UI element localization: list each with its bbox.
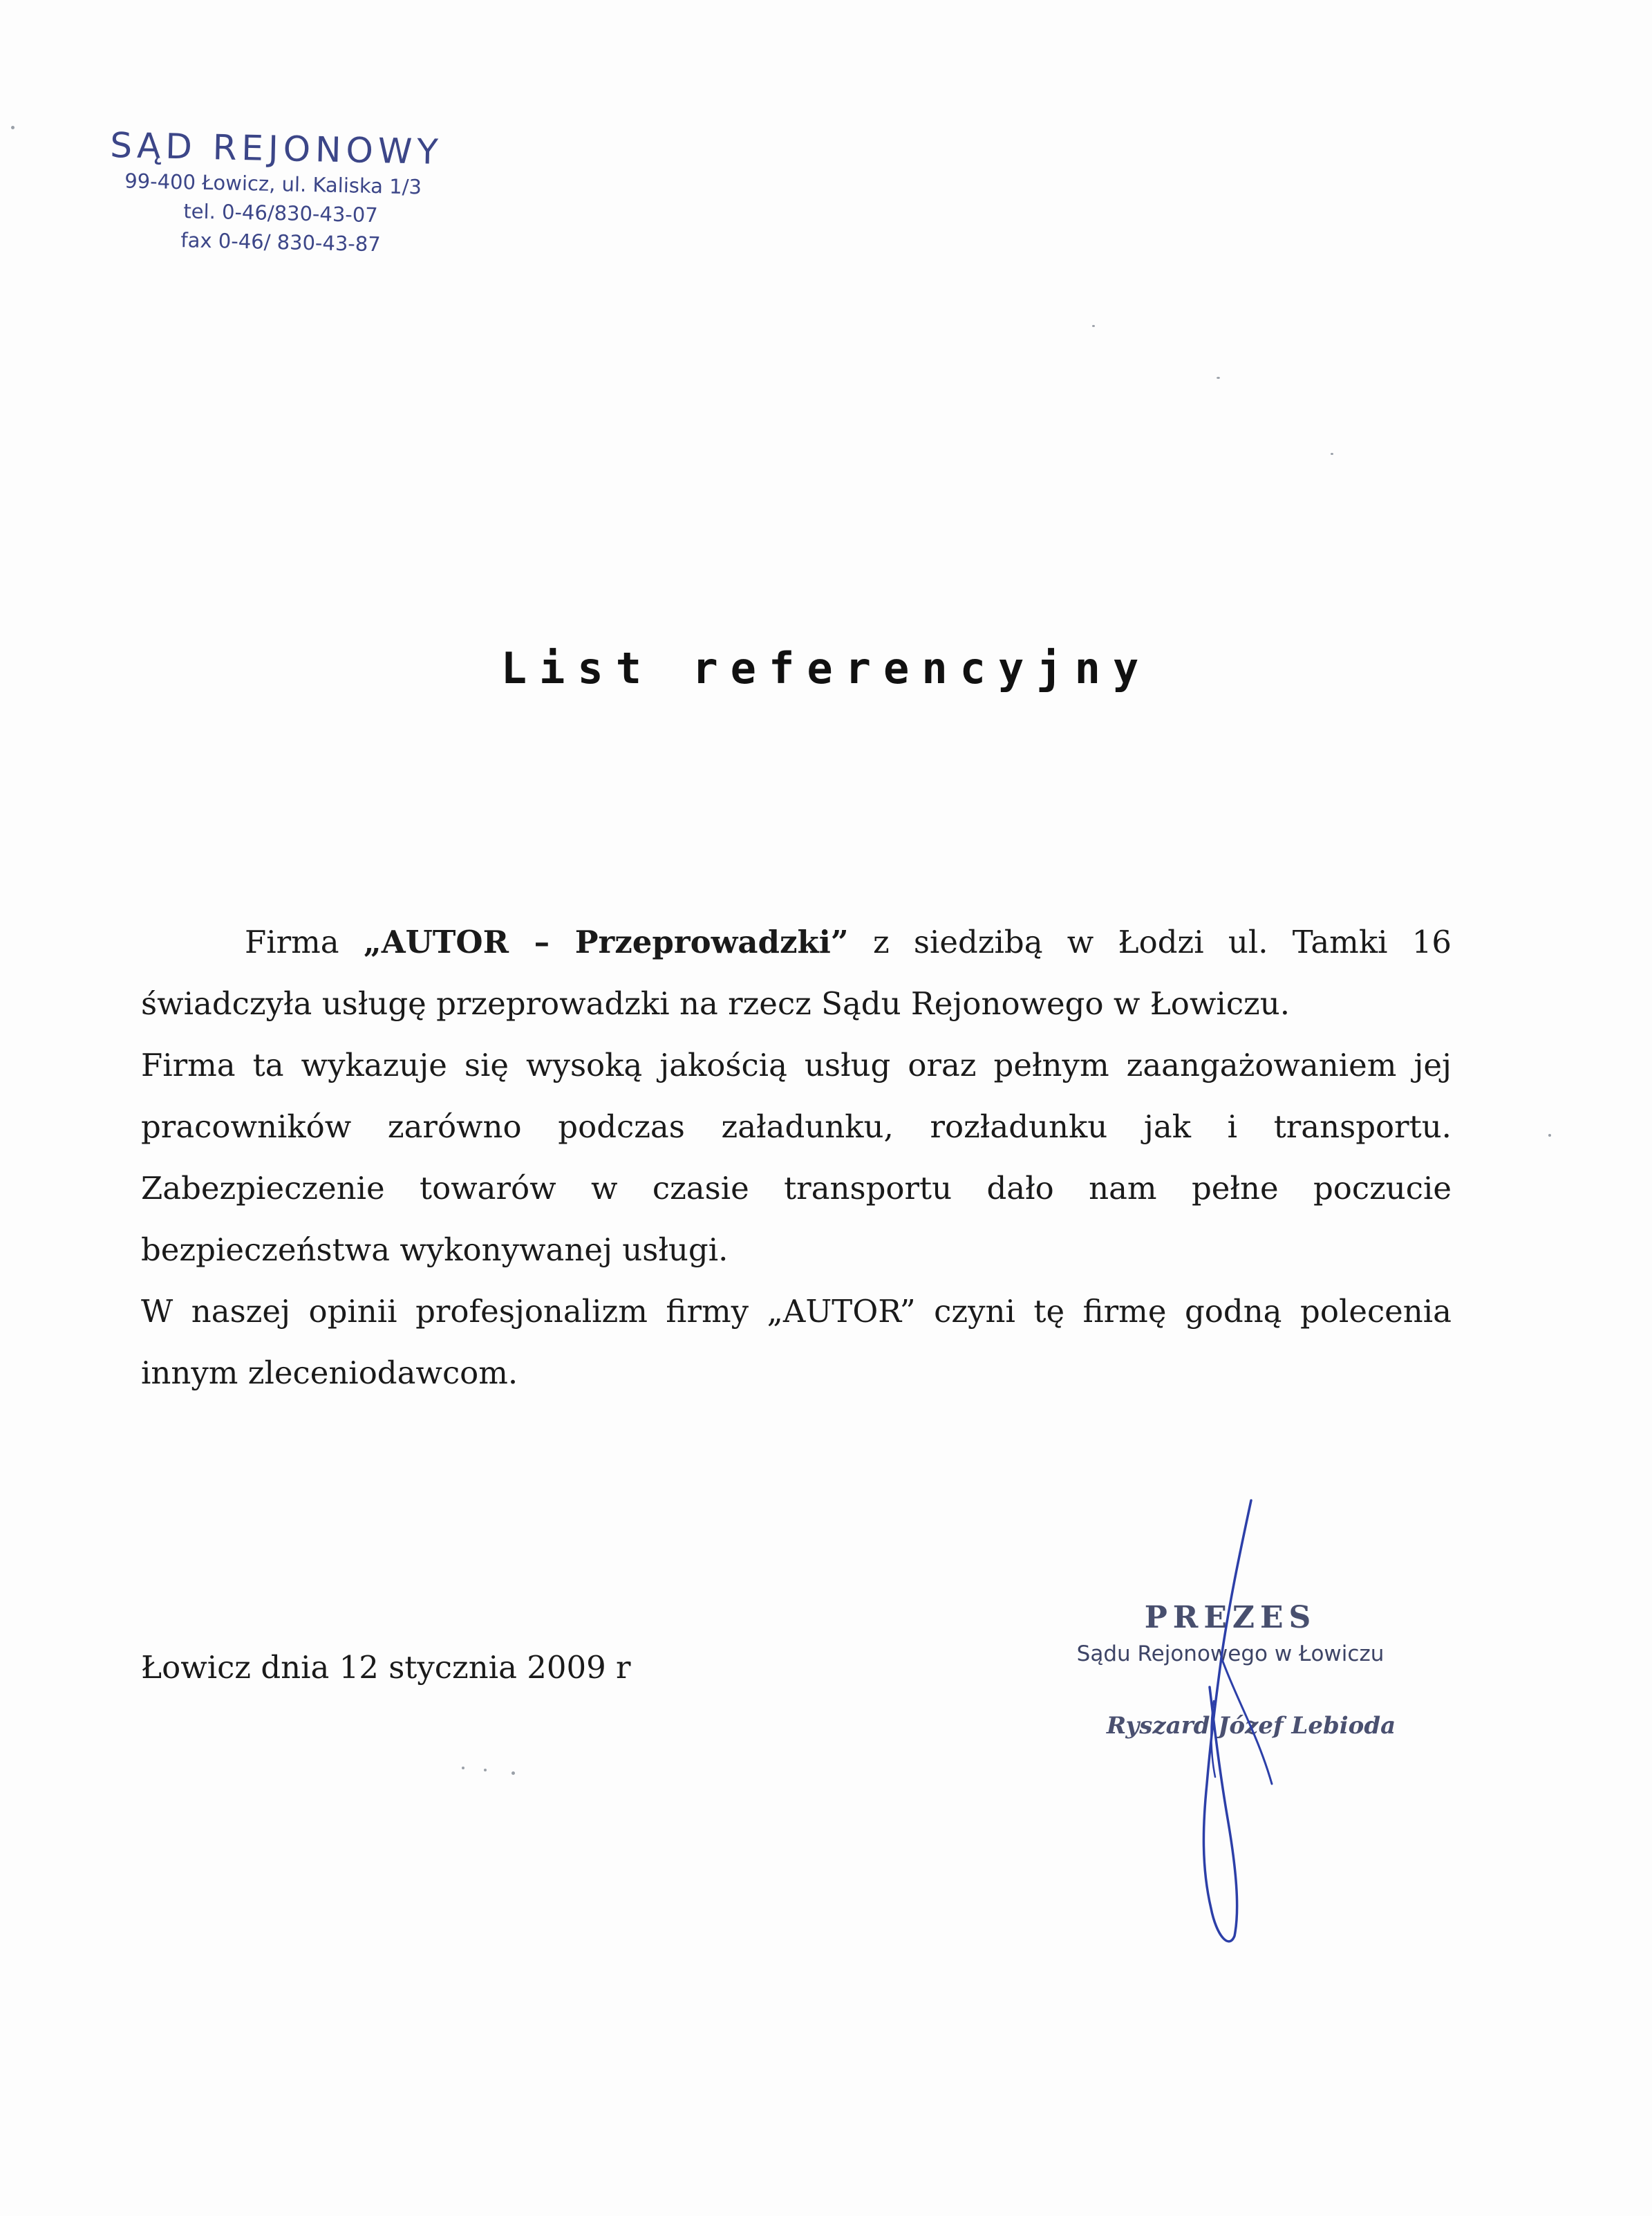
handwritten-signature [1147, 1493, 1313, 1964]
president-court: Sądu Rejonowego w Łowiczu [1076, 1641, 1385, 1666]
scan-speck [511, 1771, 515, 1775]
president-name: Ryszard Józef Lebioda [1106, 1712, 1396, 1740]
paragraph-1-end: z siedzibą w Łodzi ul. Tamki 16 świadczyła usługę przeprowadzki na rzecz Sądu Rejonowego w Łowiczu. [141, 924, 1452, 1022]
institution-fax: fax 0-46/ 830-43-87 [180, 228, 382, 257]
document-title: List referencyjny [500, 643, 1152, 693]
paragraph-3: W naszej opinii profesjonalizm firmy „AUTOR” czyni tę firmę godną polecenia innym zleceniodawcom. [141, 1293, 1452, 1391]
letter-body [141, 911, 1452, 1404]
scan-speck [11, 126, 15, 129]
scan-speck [462, 1767, 464, 1769]
scan-speck [1092, 325, 1095, 327]
scan-speck [1217, 377, 1220, 379]
institution-phone: tel. 0-46/830-43-07 [183, 199, 379, 227]
institution-name: SĄD REJONOWY [109, 124, 444, 173]
court-header-stamp [108, 124, 498, 261]
scan-speck [1548, 1134, 1551, 1137]
president-title: PREZES [1144, 1600, 1317, 1635]
paragraph-1-start: Firma [245, 924, 364, 960]
scan-speck [484, 1769, 487, 1771]
institution-address: 99-400 Łowicz, ul. Kaliska 1/3 [124, 169, 422, 199]
place-and-date: Łowicz dnia 12 stycznia 2009 r [141, 1649, 631, 1686]
scan-speck [1331, 453, 1333, 455]
paragraph-1 [141, 911, 1452, 1034]
company-name: „AUTOR – Przeprowadzki” [363, 924, 849, 960]
paragraph-2: Firma ta wykazuje się wysoką jakością usług oraz pełnym zaangażowaniem jej pracowników zarówno podczas załadunku, rozładunku jak i transportu. Zabezpieczenie towarów w czasie transportu dało nam pełne poczucie bezpieczeństwa wykonywanej usługi. [141, 1047, 1452, 1268]
